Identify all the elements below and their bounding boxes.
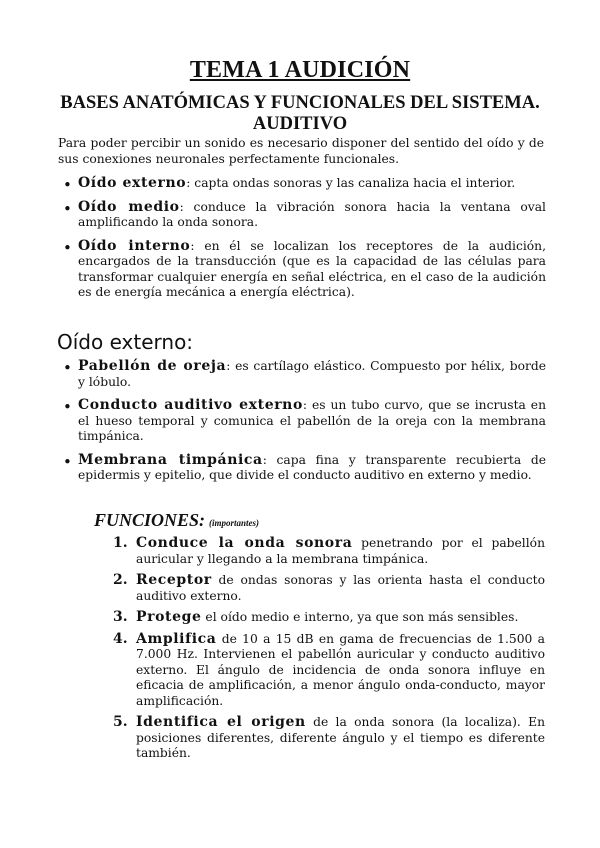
- item-number: 2.: [113, 572, 128, 588]
- section-heading: Oído externo:: [57, 330, 194, 354]
- term-description: : es cartílago elástico. Compuesto por hélix, borde y lóbulo.: [78, 359, 547, 389]
- term-label: Oído externo: [78, 175, 187, 191]
- term-description: de la onda sonora (la localiza). En posiciones diferentes, diferente ángulo y el tiempo es diferente también.: [136, 715, 545, 760]
- term-label: Conducto auditivo externo: [78, 397, 303, 413]
- list-item: [113, 715, 545, 762]
- bullet-icon: •: [63, 398, 72, 416]
- external-ear-list: [62, 359, 546, 492]
- bullet-icon: •: [63, 199, 72, 218]
- term-description: : capta ondas sonoras y las canaliza hacia el interior.: [186, 176, 516, 190]
- term-description: : en él se localizan los receptores de la audición, encargados de la transducción (que es la capacidad de las células para transformar cualquier energía en señal eléctrica, en el caso de la audición es de energía mecánica a energía eléctrica).: [78, 238, 546, 299]
- bullet-icon: •: [63, 359, 72, 377]
- term-label: Pabellón de oreja: [78, 358, 227, 374]
- term-description: de 10 a 15 dB en gama de frecuencias de 1.500 a 7.000 Hz. Intervienen el pabellón auricular y conducto auditivo externo. El ángulo de incidencia de onda sonora influye en eficacia de amplificación, a menor ángulo onda-conducto, mayor amplificación.: [136, 631, 545, 708]
- list-item: [62, 398, 546, 445]
- list-item: [113, 610, 545, 626]
- term-label: Conduce la onda sonora: [136, 535, 353, 551]
- list-item: [113, 536, 545, 567]
- term-description: : capa fina y transparente recubierta de epidermis y epitelio, que divide el conducto auditivo en externo y medio.: [78, 452, 547, 482]
- bullet-icon: •: [63, 238, 72, 257]
- term-label: Identifica el origen: [136, 714, 306, 730]
- list-item: [113, 573, 545, 604]
- item-number: 4.: [113, 630, 128, 647]
- funciones-note: (importantes): [209, 518, 260, 528]
- funciones-list: [113, 536, 545, 768]
- bullet-icon: •: [63, 452, 72, 471]
- list-item: [62, 239, 546, 301]
- term-label: Oído medio: [78, 198, 180, 215]
- term-description: de ondas sonoras y las orienta hasta el conducto auditivo externo.: [136, 573, 545, 603]
- page-title: TEMA 1 AUDICIÓN: [189, 57, 411, 83]
- term-description: : es un tubo curvo, que se incrusta en el hueso temporal y comunica el pabellón de la oreja con la membrana timpánica.: [78, 398, 546, 443]
- term-label: Receptor: [136, 572, 212, 588]
- list-item: [62, 453, 546, 484]
- term-description: penetrando por el pabellón auricular y llegando a la membrana timpánica.: [136, 536, 545, 566]
- funciones-heading: [94, 510, 259, 531]
- intro-paragraph: Para poder percibir un sonido es necesario disponer del sentido del oído y de sus conexiones neuronales perfectamente funcionales.: [58, 136, 544, 166]
- term-description: el oído medio e interno, ya que son más sensibles.: [201, 610, 519, 624]
- list-item: [62, 176, 546, 192]
- item-number: 3.: [113, 609, 128, 625]
- item-number: 5.: [113, 714, 128, 730]
- ear-parts-list: [62, 176, 546, 309]
- bullet-icon: •: [63, 176, 72, 194]
- term-label: Protege: [136, 609, 202, 625]
- funciones-title: FUNCIONES:: [94, 510, 206, 530]
- list-item: [62, 200, 546, 231]
- term-description: : conduce la vibración sonora hacia la ventana oval amplificando la onda sonora.: [78, 199, 546, 229]
- item-number: 1.: [113, 535, 128, 551]
- term-label: Amplifica: [136, 630, 217, 647]
- list-item: [62, 359, 546, 390]
- list-item: [113, 632, 545, 710]
- term-label: Oído interno: [78, 237, 191, 254]
- page-subtitle: BASES ANATÓMICAS Y FUNCIONALES DEL SISTEMA. AUDITIVO: [60, 93, 540, 134]
- term-label: Membrana timpánica: [78, 451, 263, 468]
